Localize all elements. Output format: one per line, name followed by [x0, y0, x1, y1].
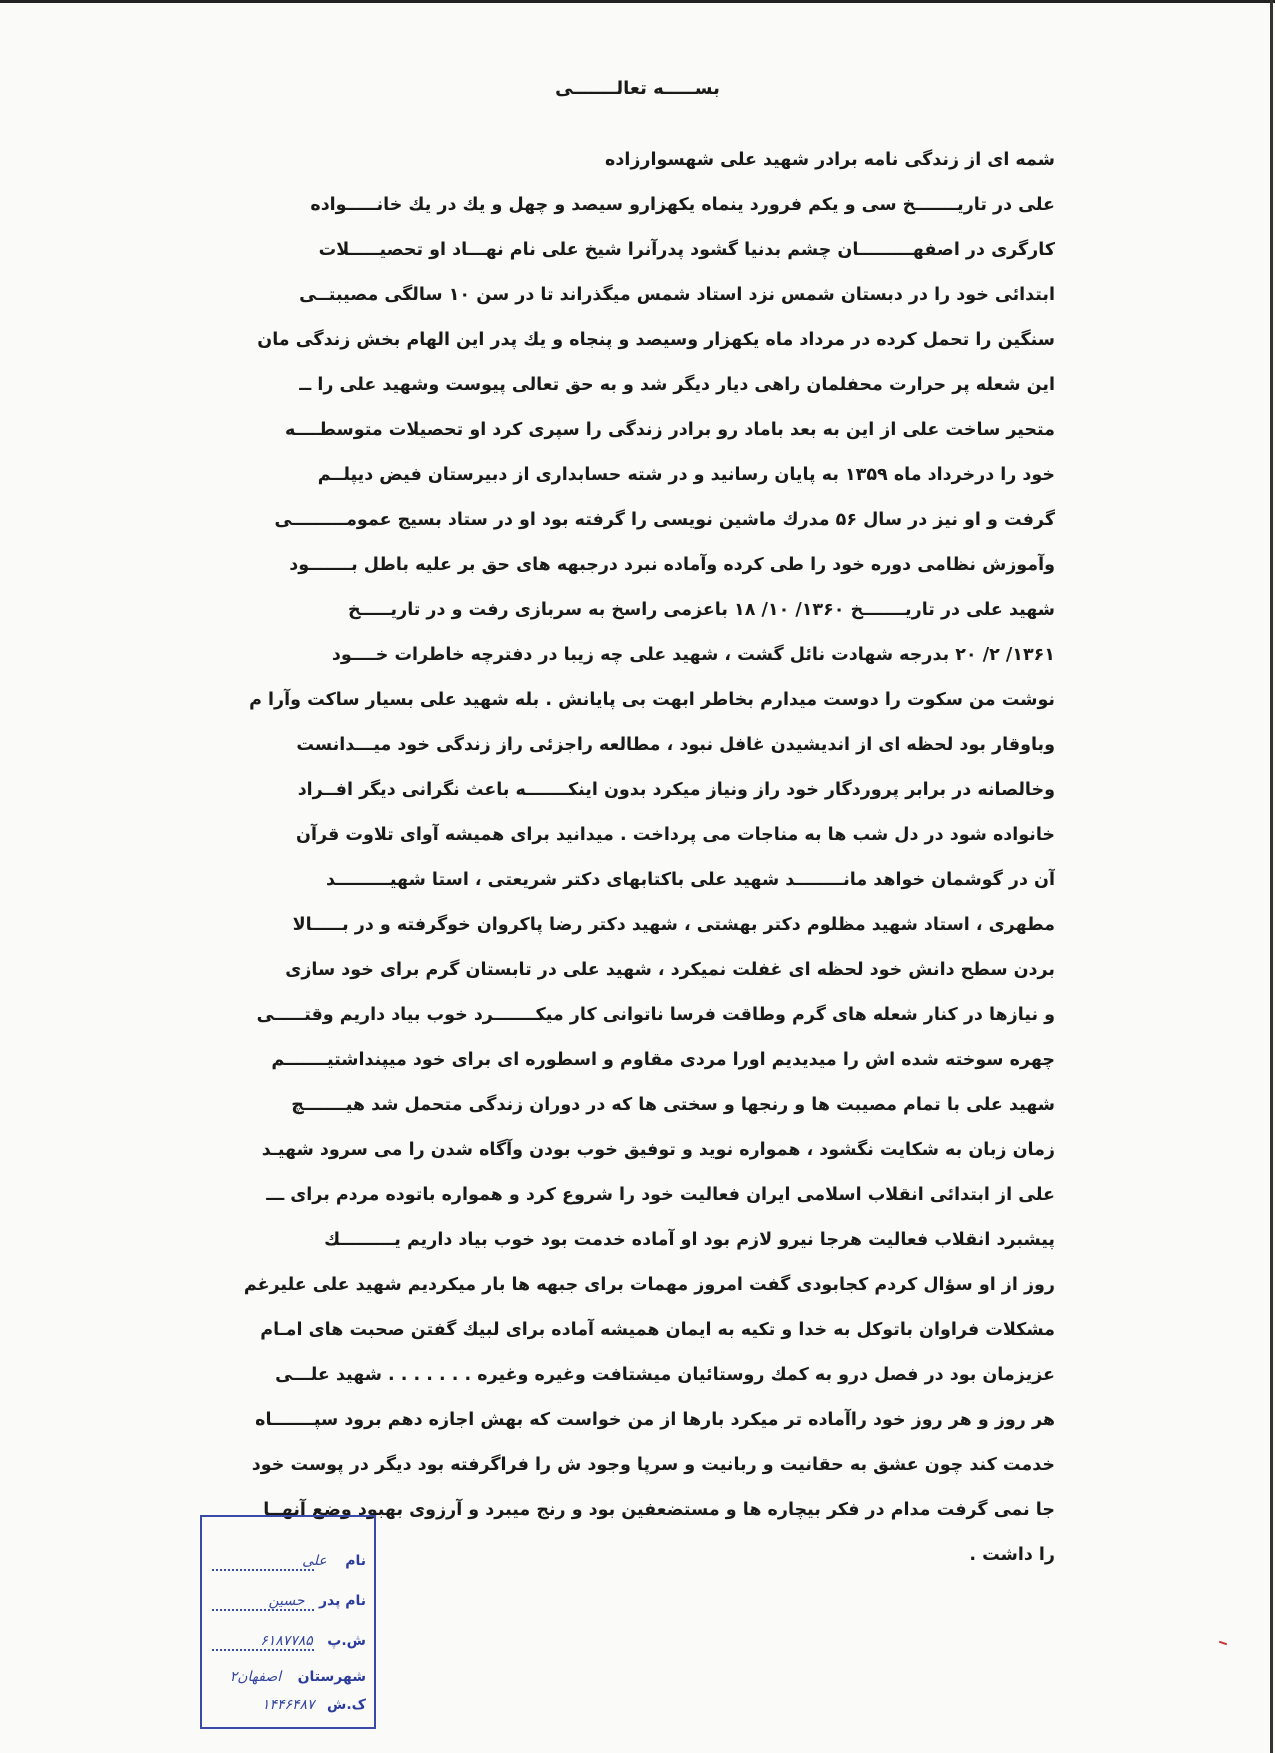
- text-line: علی در تاریـــــــخ سی و یکم فرورد ینماه یکهزارو سیصد و چهل و یك در یك خانـــــواده: [310, 195, 1055, 215]
- stamp-city-value: اصفهان۲: [229, 1669, 282, 1685]
- stamp-code-value: ۱۴۴۶۴۸۷: [261, 1697, 315, 1713]
- stamp-id-row: [260, 1633, 366, 1649]
- text-line: شهید علی در تاریـــــــخ ۱۳۶۰/ ۱۰/ ۱۸ باعزمی راسخ به سربازی رفت و در تاریـــــخ: [348, 600, 1055, 620]
- text-line: شهید علی با تمام مصیبت ها و رنجها و سختی ها که در دوران زندگی متحمل شد هیـــــــچ: [291, 1095, 1055, 1115]
- text-line: خانواده شود در دل شب ها به مناجات می پرداخت . میدانید برای همیشه آوای تلاوت قرآن: [296, 825, 1055, 845]
- text-line: مطهری ، استاد شهید مظلوم دکتر بهشتی ، شهید دکتر رضا پاکروان خوگرفته و در بـــــالا: [292, 915, 1055, 935]
- text-line: علی از ابتدائی انقلاب اسلامی ایران فعالیت خود را شروع کرد و همواره باتوده مردم برای ـــ: [266, 1185, 1055, 1205]
- stamp-city-row: [230, 1669, 366, 1685]
- stamp-code-row: [262, 1697, 366, 1713]
- text-line: نوشت من سکوت را دوست میدارم بخاطر ابهت بی پایانش . بله شهید علی بسیار ساکت وآرا م: [249, 690, 1055, 710]
- stamp-code-label: ک.ش: [327, 1697, 366, 1713]
- stamp-id-value: ۶۱۸۷۷۸۵: [260, 1633, 313, 1649]
- stamp-dotted-line: [212, 1609, 314, 1611]
- text-line: شمه ای از زندگی نامه برادر شهید علی شهسوارزاده: [605, 150, 1055, 170]
- stamp-name-value: علی: [302, 1553, 327, 1569]
- identity-stamp: [200, 1515, 376, 1729]
- text-line: گرفت و او نیز در سال ۵۶ مدرك ماشین نویسی را گرفته بود او در ستاد بسیج عمومـــــــــی: [274, 510, 1055, 530]
- stamp-dotted-line: [212, 1569, 314, 1571]
- stamp-father-value: حسین: [268, 1593, 305, 1609]
- text-line: متحیر ساخت علی از این به بعد باماد رو برادر زندگی را سپری کرد او تحصیلات متوسطــــه: [284, 420, 1055, 440]
- stamp-city-label: شهرستان: [297, 1669, 366, 1685]
- text-line: وآموزش نظامی دوره خود را طی کرده وآماده نبرد درجبهه های حق بر علیه باطل بـــــــود: [289, 555, 1055, 575]
- stamp-id-label: ش.پ: [327, 1633, 366, 1649]
- text-line: وباوقار بود لحظه ای از اندیشیدن غافل نبود ، مطالعه راجزئی راز زندگی خود میـــدانست: [296, 735, 1055, 755]
- text-line: پیشبرد انقلاب فعالیت هرجا نیرو لازم بود او آماده خدمت بود خوب بیاد داریم یـــــــــك: [324, 1230, 1055, 1250]
- text-line: وخالصانه در برابر پروردگار خود راز ونیاز میکرد بدون اینکـــــــه باعث نگرانی دیگر افــراد: [297, 780, 1055, 800]
- text-line: عزیزمان بود در فصل درو به کمك روستائیان میشتافت وغیره وغیره . . . . . . . شهید علـــی: [275, 1365, 1055, 1385]
- stamp-father-row: [268, 1593, 366, 1609]
- document-heading: بســـــه تعالـــــــی: [555, 78, 720, 99]
- text-line: خدمت کند چون عشق به حقانیت و ربانیت و سرپا وجود ش را فراگرفته بود دیگر در پوست خود: [251, 1455, 1055, 1475]
- stamp-name-row: [302, 1553, 366, 1569]
- text-line: خود را درخرداد ماه ۱۳۵۹ به پایان رسانید و در شته حسابداری از دبیرستان فیض دیپلــم: [317, 465, 1055, 485]
- stamp-dotted-line: [212, 1649, 314, 1651]
- document-body: [225, 138, 1055, 1578]
- text-line: سنگین را تحمل کرده در مرداد ماه یکهزار وسیصد و پنجاه و یك پدر این الهام بخش زندگی مان: [257, 330, 1055, 350]
- text-line: چهره سوخته شده اش را میدیدیم اورا مردی مقاوم و اسطوره ای برای خود میپنداشتیـــــــم: [271, 1050, 1055, 1070]
- text-line: زمان زبان به شکایت نگشود ، همواره نوید و توفیق خوب بودن وآگاه شدن را می سرود شهیـد: [261, 1140, 1055, 1160]
- text-line: ابتدائی خود را در دبستان شمس نزد استاد شمس میگذراند تا در سن ۱۰ سالگی مصیبتــی: [299, 285, 1055, 305]
- text-line: و نیازها در کنار شعله های گرم وطاقت فرسا ناتوانی کار میکـــــــرد خوب بیاد داریم وقتـــــی: [256, 1005, 1055, 1025]
- text-line: مشکلات فراوان باتوکل به خدا و تکیه به ایمان همیشه آماده برای لبیك گفتن صحبت های امـام: [260, 1320, 1055, 1340]
- text-line: را داشت .: [969, 1545, 1055, 1565]
- text-line: جا نمی گرفت مدام در فکر بیچاره ها و مستضعفین بود و رنج میبرد و آرزوی بهبود وضع آنهــا: [263, 1500, 1055, 1520]
- text-line: این شعله پر حرارت محفلمان راهی دیار دیگر شد و به حق تعالی پیوست وشهید علی را ــ: [299, 375, 1055, 395]
- page-top-edge: [0, 0, 1275, 3]
- stamp-father-label: نام پدر: [318, 1593, 366, 1609]
- stamp-name-label: نام: [345, 1553, 366, 1569]
- ink-mark: [1219, 1641, 1227, 1646]
- text-line: آن در گوشمان خواهد مانــــــــد شهید علی باکتابهای دکتر شریعتی ، استا شهیـــــــــد: [325, 870, 1055, 890]
- text-line: کارگری در اصفهـــــــــان چشم بدنیا گشود پدرآنرا شیخ علی نام نهـــاد او تحصیـــــلات: [318, 240, 1055, 260]
- text-line: ۱۳۶۱/ ۲/ ۲۰ بدرجه شهادت نائل گشت ، شهید علی چه زیبا در دفترچه خاطرات خــــود: [331, 645, 1055, 665]
- page-right-edge: [1270, 0, 1273, 1753]
- text-line: روز از او سؤال کردم کجابودی گفت امروز مهمات برای جبهه ها بار میکردیم شهید علی علیرغم: [243, 1275, 1055, 1295]
- text-line: هر روز و هر روز خود راآماده تر میکرد بارها از من خواست که بهش اجازه دهم برود سپـــــــاه: [255, 1410, 1055, 1430]
- text-line: بردن سطح دانش خود لحظه ای غفلت نمیکرد ، شهید علی در تابستان گرم برای خود سازی: [285, 960, 1055, 980]
